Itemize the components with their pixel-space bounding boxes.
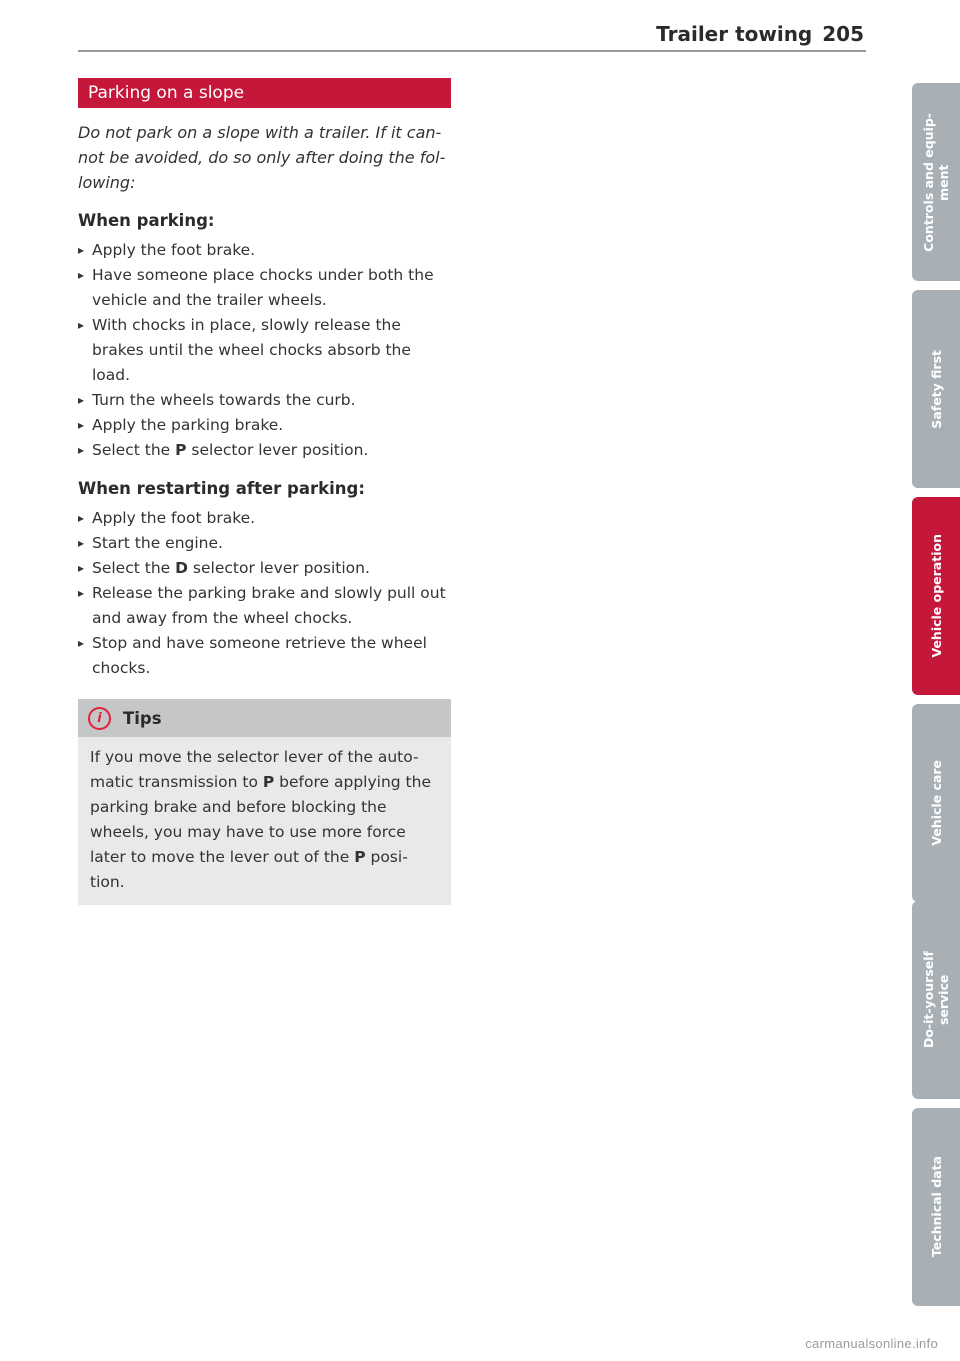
list-item: ▸ Apply the foot brake.	[78, 238, 451, 263]
tab-label: Technical data	[928, 1156, 944, 1258]
list-item: ▸ Stop and have someone retrieve the wheel chocks.	[78, 631, 451, 681]
parking-steps	[78, 238, 451, 463]
tab-vehicle-care[interactable]	[912, 704, 960, 902]
lever-position-p: P	[175, 441, 187, 459]
step-text: Select the	[92, 559, 176, 577]
main-column	[78, 78, 451, 905]
list-item: ▸ Apply the parking brake.	[78, 413, 451, 438]
lever-position-p: P	[262, 773, 275, 791]
tab-vehicle-operation[interactable]	[912, 497, 960, 695]
tab-label: Do-it-yourself service	[921, 951, 951, 1049]
list-item: ▸ Release the parking brake and slowly pull out and away from the wheel chocks.	[78, 581, 451, 631]
running-head-title: Trailer towing	[656, 22, 813, 46]
running-head	[656, 22, 864, 46]
tips-title: Tips	[123, 708, 162, 728]
step-text: selector lever position.	[186, 441, 369, 459]
tips-body	[78, 737, 451, 905]
lever-position-d: D	[175, 559, 188, 577]
tab-label: Vehicle care	[928, 760, 944, 846]
header-rule	[78, 50, 866, 52]
step-text: Select the	[92, 441, 176, 459]
list-item: ▸ With chocks in place, slowly release the brakes until the wheel chocks absorb the load.	[78, 313, 451, 388]
list-item: ▸ Apply the foot brake.	[78, 506, 451, 531]
tab-label: Controls and equip- ment	[921, 112, 951, 252]
section-heading: Parking on a slope	[78, 78, 451, 108]
tips-header	[78, 699, 451, 737]
tab-label: Vehicle operation	[928, 534, 944, 658]
tab-technical-data[interactable]	[912, 1108, 960, 1306]
tab-controls-and-equipment[interactable]	[912, 83, 960, 281]
watermark: carmanualsonline.info	[805, 1336, 938, 1351]
page-number: 205	[822, 22, 864, 46]
section-intro: Do not park on a slope with a trailer. If it can-not be avoided, do so only after doing the fol-lowing:	[78, 123, 446, 192]
list-item: ▸ Turn the wheels towards the curb.	[78, 388, 451, 413]
list-item	[78, 438, 451, 463]
info-icon: i	[88, 707, 111, 730]
tips-box	[78, 699, 451, 905]
tips-text: If you move the selector lever of the auto-matic transmission to	[90, 748, 419, 791]
tab-label: Safety first	[928, 349, 944, 429]
step-text: selector lever position.	[187, 559, 370, 577]
tips-text: posi-tion.	[90, 848, 408, 891]
restart-heading: When restarting after parking:	[78, 479, 365, 498]
lever-position-p: P	[354, 848, 366, 866]
tips-text: before applying the parking brake and before blocking the wheels, you may have to use more force later to move the lever out of the	[90, 773, 431, 866]
tab-safety-first[interactable]	[912, 290, 960, 488]
tab-do-it-yourself-service[interactable]	[912, 901, 960, 1099]
list-item: ▸ Start the engine.	[78, 531, 451, 556]
list-item: ▸ Have someone place chocks under both the vehicle and the trailer wheels.	[78, 263, 451, 313]
list-item	[78, 556, 451, 581]
restart-steps	[78, 506, 451, 681]
parking-heading: When parking:	[78, 211, 215, 230]
